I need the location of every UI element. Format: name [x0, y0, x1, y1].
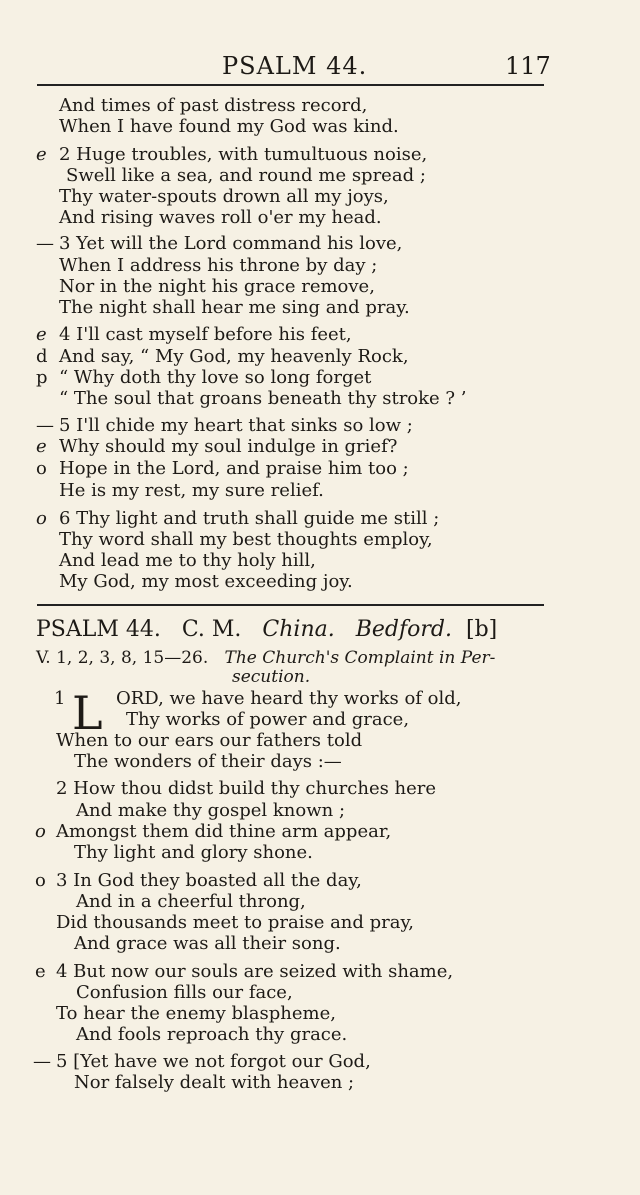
hymn-line: My God, my most exceeding joy. — [59, 571, 353, 592]
hymn-line: The wonders of their days :— — [74, 751, 342, 772]
verse-reference: V. 1, 2, 3, 8, 15—26. — [36, 648, 209, 668]
hymn-line: Thy water-spouts drown all my joys, — [59, 186, 389, 207]
dynamics-mark: — — [36, 415, 54, 436]
dynamics-mark: e — [36, 144, 47, 165]
hymn-line: “ The soul that groans beneath thy stroke ? ’ — [59, 388, 467, 409]
dynamics-mark: o — [35, 870, 46, 891]
hymn-line: When I have found my God was kind. — [59, 116, 399, 137]
hymn-line: When I address his throne by day ; — [59, 255, 378, 276]
dynamics-mark: — — [36, 233, 54, 254]
hymn-line: When to our ears our fathers told — [56, 730, 363, 751]
hymn-line: 2 Huge troubles, with tumultuous noise, — [59, 144, 428, 165]
hymn-line: 3 Yet will the Lord command his love, — [59, 233, 403, 254]
hymn-line: Amongst them did thine arm appear, — [56, 821, 392, 842]
hymn-line: Why should my soul indulge in grief? — [59, 436, 398, 457]
hymn-line: And lead me to thy holy hill, — [59, 550, 316, 571]
dynamics-mark: e — [35, 961, 46, 982]
dynamics-mark: e — [36, 324, 47, 345]
dynamics-mark: o — [36, 458, 47, 479]
hymn-line: And make thy gospel known ; — [76, 800, 346, 821]
hymn-line: 2 How thou didst build thy churches here — [56, 778, 437, 799]
hymn-line: And in a cheerful throng, — [76, 891, 306, 912]
hymn-line: ORD, we have heard thy works of old, — [116, 688, 462, 709]
dynamics-mark: — — [33, 1051, 51, 1072]
hymn-subtitle-continued: secution. — [232, 667, 311, 687]
hymn-line: And grace was all their song. — [74, 933, 341, 954]
dynamics-mark: e — [36, 436, 47, 457]
hymn-line: 4 But now our souls are seized with shame, — [56, 961, 454, 982]
hymn-line: The night shall hear me sing and pray. — [59, 297, 410, 318]
hymn-line: To hear the enemy blaspheme, — [56, 1003, 336, 1024]
hymn-line: And times of past distress record, — [59, 95, 368, 116]
hymn-line: 5 [Yet have we not forgot our God, — [56, 1051, 371, 1072]
verse-reference-line — [36, 648, 495, 668]
hymn-line: He is my rest, my sure relief. — [59, 480, 324, 501]
hymn-line: 4 I'll cast myself before his feet, — [59, 324, 352, 345]
hymn-line: “ Why doth thy love so long forget — [59, 367, 372, 388]
hymn-line: And fools reproach thy grace. — [76, 1024, 348, 1045]
running-header — [0, 52, 640, 82]
hymn-line: Confusion fills our face, — [76, 982, 293, 1003]
hymn-title — [36, 617, 497, 642]
hymn-line: Thy works of power and grace, — [126, 709, 410, 730]
drop-cap: L — [72, 686, 103, 740]
hymn-subtitle: The Church's Complaint in Per- — [224, 648, 496, 668]
hymn-line: Did thousands meet to praise and pray, — [56, 912, 415, 933]
section-rule — [37, 604, 544, 606]
verse-number: 1 — [54, 688, 66, 709]
header-title: PSALM 44. — [222, 52, 368, 80]
hymn-line: 5 I'll chide my heart that sinks so low ; — [59, 415, 413, 436]
header-rule — [37, 84, 544, 86]
hymn-line: Nor in the night his grace remove, — [59, 276, 375, 297]
tune-name: Bedford. — [355, 617, 452, 642]
page-number: 117 — [505, 52, 551, 80]
hymn-line: And rising waves roll o'er my head. — [59, 207, 382, 228]
hymn-line: And say, “ My God, my heavenly Rock, — [59, 346, 409, 367]
hymn-line: Swell like a sea, and round me spread ; — [66, 165, 426, 186]
key-label: [b] — [465, 617, 498, 642]
hymn-line: Thy light and glory shone. — [74, 842, 313, 863]
hymn-line: 3 In God they boasted all the day, — [56, 870, 362, 891]
dynamics-mark: d — [36, 346, 48, 367]
hymn-line: Thy word shall my best thoughts employ, — [59, 529, 433, 550]
hymn-line: Hope in the Lord, and praise him too ; — [59, 458, 409, 479]
psalm-label: PSALM 44. — [36, 617, 161, 642]
dynamics-mark: p — [36, 367, 48, 388]
meter-label: C. M. — [181, 617, 242, 642]
dynamics-mark: o — [35, 821, 46, 842]
dynamics-mark: o — [36, 508, 47, 529]
hymn-line: 6 Thy light and truth shall guide me still ; — [59, 508, 440, 529]
hymn-line: Nor falsely dealt with heaven ; — [74, 1072, 355, 1093]
tune-name: China. — [262, 617, 335, 642]
